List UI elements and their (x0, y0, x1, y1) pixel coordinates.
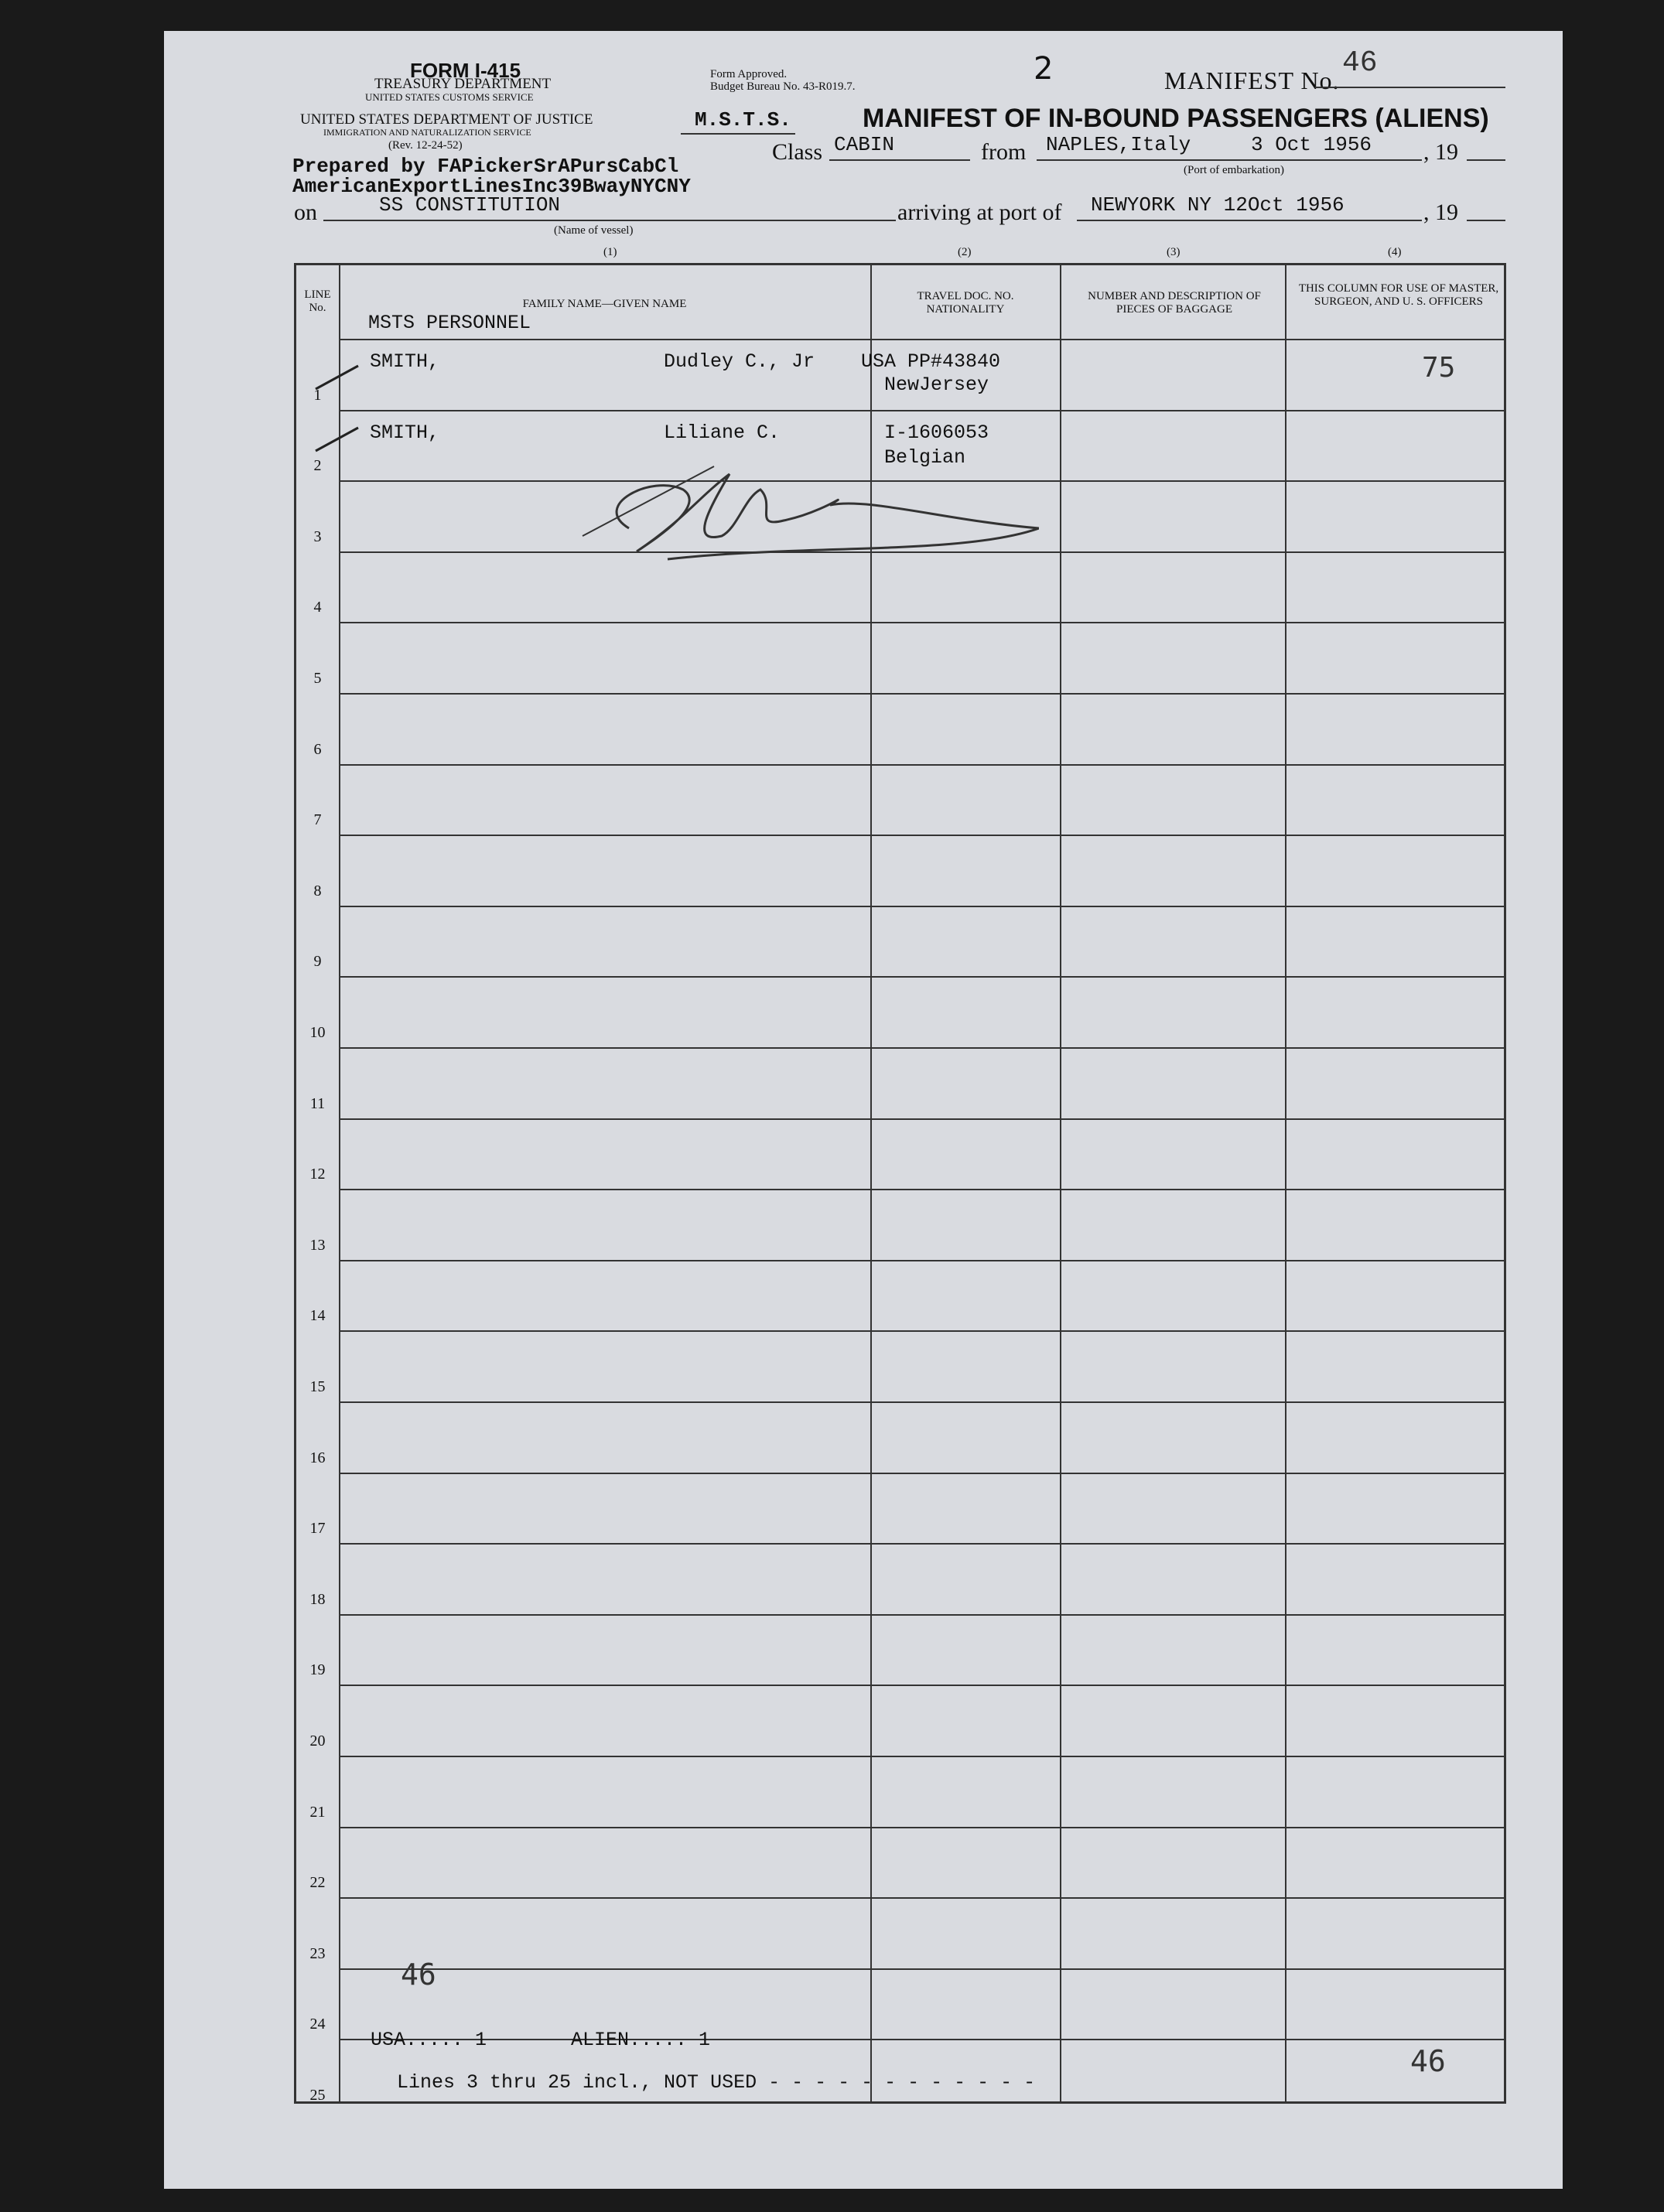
column-divider-officers (1285, 265, 1286, 2101)
line-number: 16 (309, 1449, 326, 1466)
line-number: 13 (309, 1237, 326, 1254)
row-divider (339, 1685, 1504, 1686)
bottom-manifest-number: 46 (1410, 2044, 1446, 2078)
year-prefix-embark: , 19 (1423, 139, 1458, 165)
line-number: 9 (313, 953, 322, 970)
justice-department: UNITED STATES DEPARTMENT OF JUSTICE (300, 111, 593, 128)
passenger-2-nationality: Belgian (884, 446, 966, 469)
row-divider (339, 1401, 1504, 1403)
manifest-number: 46 (1342, 46, 1378, 80)
on-label: on (294, 200, 317, 225)
line-number: 22 (309, 1874, 326, 1891)
travel-doc-header: TRAVEL DOC. NO. NATIONALITY (917, 290, 1014, 316)
line-number: 17 (309, 1520, 326, 1537)
arrival-port-date: NEWYORK NY 12Oct 1956 (1091, 193, 1345, 217)
row-divider (339, 410, 1504, 411)
line-number: 21 (309, 1804, 326, 1821)
embark-port: NAPLES,Italy (1046, 133, 1191, 156)
row-divider (339, 622, 1504, 623)
column-divider-line-no (339, 265, 340, 2101)
passenger-table (294, 263, 1506, 2104)
vessel-name: SS CONSTITUTION (379, 193, 561, 217)
line-number: 12 (309, 1166, 326, 1183)
row-divider (339, 1756, 1504, 1757)
row-divider (339, 1118, 1504, 1120)
line-number: 6 (313, 741, 322, 758)
passenger-2-travel-doc: I-1606053 (884, 422, 989, 444)
officer-signature (575, 443, 1039, 567)
line-number: 15 (309, 1378, 326, 1395)
manifest-title: MANIFEST OF IN-BOUND PASSENGERS (ALIENS) (863, 104, 1489, 133)
budget-bureau: Budget Bureau No. 43-R019.7. (710, 80, 856, 93)
row-divider (339, 906, 1504, 907)
form-number: FORM I-415 (410, 59, 521, 82)
form-approval: Form Approved. (710, 68, 788, 80)
line-number: 10 (309, 1024, 326, 1041)
row-divider (339, 1614, 1504, 1616)
passenger-2-family-name: SMITH, (370, 422, 440, 444)
manifest-number-underline (1315, 87, 1505, 88)
row-divider (339, 835, 1504, 836)
line-number: 2 (313, 457, 322, 474)
officers-header: THIS COLUMN FOR USE OF MASTER, SURGEON, AND U. S. OFFICERS (1298, 282, 1499, 308)
passenger-1-officer-note: 75 (1422, 352, 1456, 384)
column-number-1: (1) (603, 246, 617, 258)
from-underline (1037, 159, 1422, 161)
row-divider (339, 976, 1504, 978)
arrival-underline (1077, 220, 1422, 221)
line-number: 11 (309, 1095, 326, 1112)
class-underline (829, 159, 970, 161)
manifest-stamp-number: 46 (401, 1958, 436, 1992)
line-number: 8 (313, 882, 322, 899)
line-number: 3 (313, 528, 322, 545)
row-divider (339, 1473, 1504, 1474)
line-number: 23 (309, 1945, 326, 1962)
row-divider (339, 1827, 1504, 1828)
usa-count: USA..... 1 (371, 2029, 487, 2051)
ins-service: IMMIGRATION AND NATURALIZATION SERVICE (323, 127, 531, 138)
line-number: 20 (309, 1732, 326, 1749)
handwritten-mark: 2 (1034, 51, 1054, 87)
msts-underline (681, 133, 795, 135)
customs-service: UNITED STATES CUSTOMS SERVICE (365, 91, 534, 103)
passenger-1-family-name: SMITH, (370, 350, 440, 373)
msts-label: M.S.T.S. (695, 108, 791, 131)
line-number: 18 (309, 1591, 326, 1608)
row-divider (339, 1330, 1504, 1332)
prepared-by-line1: Prepared by FAPickerSrAPursCabCl (292, 155, 679, 178)
line-number: 1 (313, 387, 322, 404)
row-divider (339, 1543, 1504, 1545)
row-divider (339, 1189, 1504, 1190)
embark-date: 3 Oct 1956 (1251, 133, 1372, 156)
alien-count: ALIEN..... 1 (571, 2029, 711, 2051)
passenger-1-given-name: Dudley C., Jr (664, 350, 815, 373)
form-revision: (Rev. 12-24-52) (388, 139, 463, 152)
manifest-number-label: MANIFEST No. (1164, 67, 1340, 94)
family-name-header: FAMILY NAME—GIVEN NAME (522, 298, 687, 310)
line-number-header: LINE No. (304, 288, 331, 314)
line-number: 4 (313, 599, 322, 616)
passenger-2-given-name: Liliane C. (664, 422, 781, 444)
row-divider (339, 764, 1504, 766)
class-label: Class (772, 139, 823, 165)
embark-caption: (Port of embarkation) (1184, 164, 1284, 176)
department-name: TREASURY DEPARTMENT (374, 76, 552, 92)
vessel-underline (323, 220, 896, 221)
column-number-3: (3) (1167, 246, 1181, 258)
lines-not-used-note: Lines 3 thru 25 incl., NOT USED - - - - - - - - - - - - (397, 2071, 1036, 2094)
year-underline-arrival (1467, 220, 1505, 221)
year-prefix-arrival: , 19 (1423, 200, 1458, 225)
row-divider (339, 1047, 1504, 1049)
from-label: from (981, 139, 1027, 165)
row-divider (339, 1897, 1504, 1899)
line-number: 25 (309, 2087, 326, 2104)
vessel-caption: (Name of vessel) (554, 224, 634, 237)
line-number: 7 (313, 811, 322, 828)
baggage-header: NUMBER AND DESCRIPTION OF PIECES OF BAGGAGE (1088, 290, 1261, 316)
line-number: 5 (313, 670, 322, 687)
line-number: 14 (309, 1307, 326, 1324)
header-divider (339, 339, 1504, 340)
class-value: CABIN (834, 133, 895, 156)
row-divider (339, 1968, 1504, 1970)
group-heading: MSTS PERSONNEL (368, 312, 531, 334)
line-number: 24 (309, 2016, 326, 2033)
passenger-1-travel-doc: USA PP#43840 (861, 350, 1001, 373)
column-number-2: (2) (958, 246, 972, 258)
prepared-by-line2: AmericanExportLinesInc39BwayNYCNY (292, 175, 691, 198)
column-divider-baggage (1060, 265, 1061, 2101)
row-divider (339, 1260, 1504, 1261)
row-divider (339, 2039, 1504, 2040)
line-check-marks (312, 358, 366, 474)
column-number-4: (4) (1388, 246, 1402, 258)
line-number: 19 (309, 1661, 326, 1678)
passenger-1-nationality: NewJersey (884, 374, 989, 396)
year-underline-embark (1467, 159, 1505, 161)
arriving-label: arriving at port of (897, 200, 1062, 225)
row-divider (339, 693, 1504, 695)
